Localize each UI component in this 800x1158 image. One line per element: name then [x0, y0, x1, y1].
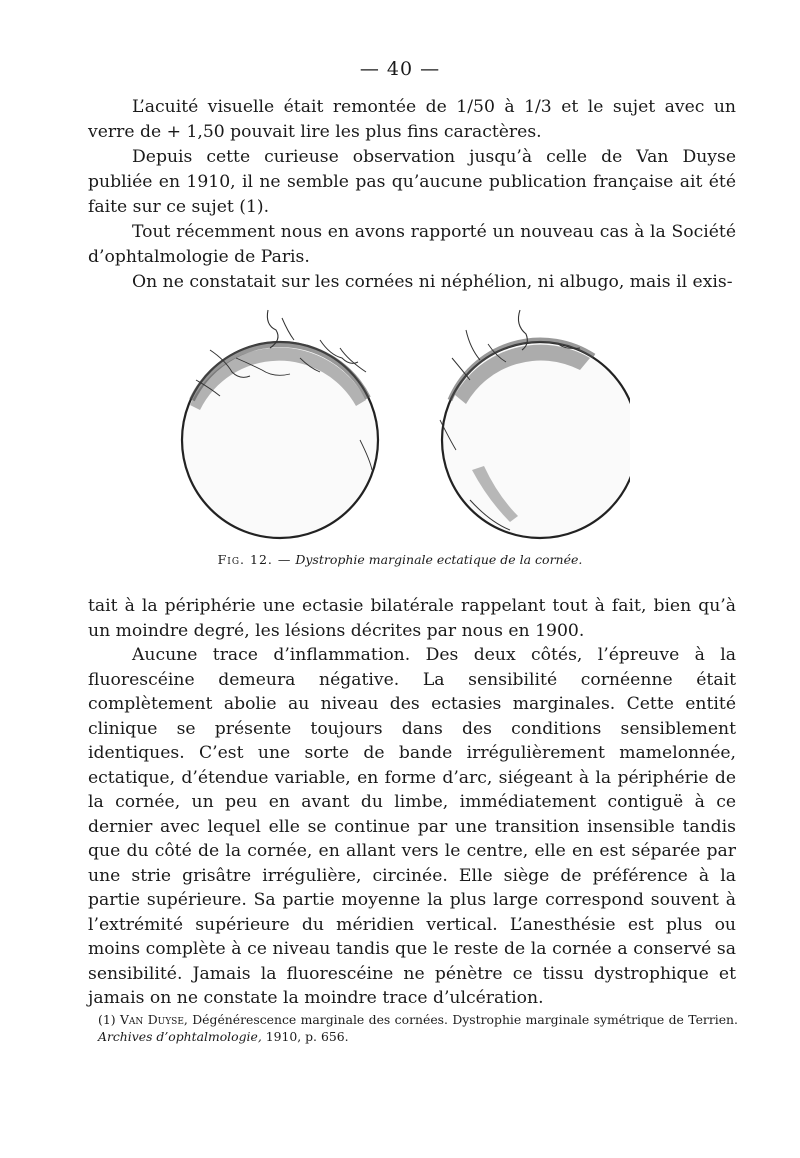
paragraph: L’acuité visuelle était remontée de 1/50 à 1/3 et le sujet avec un verre de + 1,50 pouvait lire les plus fins caractères.	[88, 97, 736, 142]
paragraph: Aucune trace d’inflammation. Des deux côtés, l’épreuve à la fluorescéine demeura négative. La sensibilité cornéenne était complètement abolie au niveau des ectasies marginales. Cette entité clinique se présente toujours dans des conditions sensiblement identiques. C’est une sorte de bande irrégulièrement mamelonnée, ectatique, d’étendue variable, en forme d’arc, siégeant à la périphérie de la cornée, un peu en avant du limbe, immédiatement contiguë à ce dernier avec lequel elle se continue par une transition insensible tandis que du côté de la cornée, en allant vers le centre, elle en est séparée par une strie grisâtre irrégulière, circinée. Elle siège de préférence à la partie supérieure. Sa partie moyenne la plus large correspond souvent à l’extrémité supérieure du méridien vertical. L’anesthésie est plus ou moins complète à ce niveau tandis que le reste de la cornée a conservé sa sensibilité. Jamais la fluorescéine ne pénètre ce tissu dystrophique et jamais on ne constate la moindre trace d’ulcération.	[88, 645, 736, 1008]
text-block-bottom	[88, 594, 736, 1011]
footnote-journal: Archives d’ophtalmologie,	[98, 1029, 262, 1044]
left-cornea-drawing	[182, 310, 378, 538]
page-number: — 40 —	[359, 58, 441, 80]
footnote-author: Van Duyse,	[119, 1012, 188, 1027]
footnote	[98, 1011, 738, 1045]
figure-title: Dystrophie marginale ectatique de la cornée.	[295, 552, 583, 567]
right-cornea-drawing	[440, 310, 630, 538]
text-block-top	[88, 95, 736, 295]
paragraph: On ne constatait sur les cornées ni néphélion, ni albugo, mais il exis-	[132, 272, 733, 292]
figure-corneas	[170, 300, 630, 560]
footnote-text: Dégénérescence marginale des cornées. Dystrophie marginale symétrique de Terrien.	[192, 1012, 738, 1027]
paragraph: Tout récemment nous en avons rapporté un nouveau cas à la Société d’ophtalmologie de Paris.	[88, 222, 736, 267]
cornea-illustration	[170, 300, 630, 560]
footnote-ref: 1910, p. 656.	[265, 1029, 349, 1044]
figure-caption	[0, 552, 800, 567]
paragraph: tait à la périphérie une ectasie bilatérale rappelant tout à fait, bien qu’à un moindre degré, les lésions décrites par nous en 1900.	[88, 596, 736, 641]
paragraph: Depuis cette curieuse observation jusqu’à celle de Van Duyse publiée en 1910, il ne semble pas qu’aucune publication française ait été faite sur ce sujet (1).	[88, 147, 736, 217]
footnote-marker: (1)	[98, 1012, 116, 1027]
figure-label: Fig. 12. —	[217, 552, 292, 567]
